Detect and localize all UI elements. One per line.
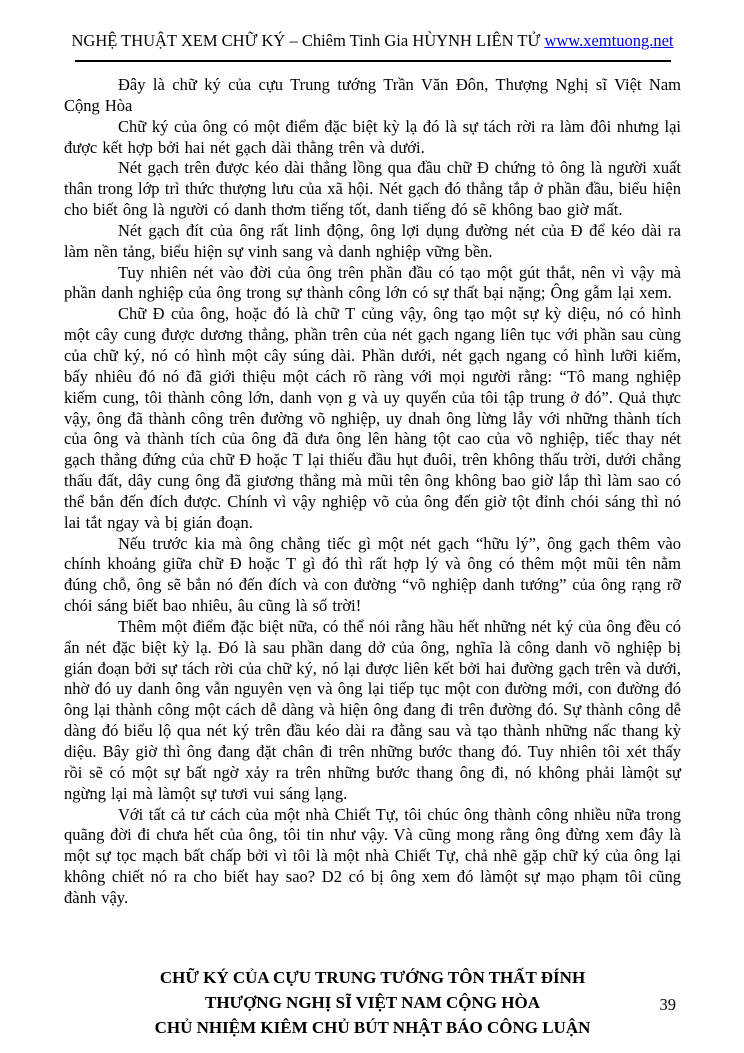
body-paragraph: Tuy nhiên nét vào đời của ông trên phần đầu có tạo một gút thắt, nên vì vậy mà phần danh nghiệp của ông trong sự thành công lớn có sự thất bại nặng; Ông gẫm lại xem. [64,262,681,303]
header-link[interactable]: www.xemtuong.net [544,31,674,50]
body-paragraph: Chữ Đ của ông, hoặc đó là chữ T củng vậy, ông tạo một sự kỳ diệu, nó có hình một cây cung được dương thẳng, phần trên của nét gạch ngang liên tục với phần sau cùng của chữ ký, nó có hình một cây súng dài. Phần dưới, nét gạch ngang có hình lưỡi kiếm, bấy nhiêu đó nó đã giới thiệu một cách rõ ràng với mọi người rằng: “Tô mang nghiệp kiếm cung, tôi thành công lớn, danh vọn g và uy quyến của tôi tập trung ở đó”. Quả thực vậy, ông đã thành công trên đường võ nghiệp, uy dnah ông lừng lẫy với những thành tích của ông và thành tích của ông đã đưa ông lên hàng tột cao của võ nghiệp, tiếc thay nét gạch thẳng đứng của chữ Đ hoặc T lại thiếu đầu hụt đuôi, trên không thấu trời, dưới chẳng thấu đất, dây cung ông đã giương thẳng mà mũi tên ông không bao giờ lắp thì làm sao có thể bắn đến đích được. Chính vì vậy nghiệp võ của ông đến giờ tột đỉnh chói sáng thì nó lai tắt ngay và bị gián đoạn. [64,304,681,532]
closing-heading-line-1: CHỮ KÝ CỦA CỰU TRUNG TƯỚNG TÔN THẤT ĐÍNH [159,967,586,987]
closing-heading [64,965,681,1040]
document-body [64,75,681,909]
body-paragraph: Nét gạch trên được kéo dài thẳng lồng qua đầu chữ Đ chứng tỏ ông là người xuất thân trong lớp trì thức thượng lưu của xã hội. Nét gạch đó thẳng tắp ở phần đầu, biểu hiện cho biết ông là người có danh thơm tiếng tốt, danh tiếng đó sẽ không bao giờ mất. [64,158,681,220]
closing-heading-line-2: THƯỢNG NGHỊ SĨ VIỆT NAM CỘNG HÒA [204,992,540,1012]
page-number: 39 [659,995,676,1014]
body-paragraph: Nếu trước kia mà ông chẳng tiếc gì một nét gạch “hữu lý”, ông gạch thêm vào chính khoảng giữa chữ Đ hoặc T gì đó thì rất hợp lý và ông có thêm một mũi tên nằm đúng chỗ, ông sẽ bắn nó đến đích và con đường “võ nghiệp danh tướng” của ông rạng rỡ chói sáng biết bao nhiêu, âu cũng là số trời! [64,533,681,616]
page-header [64,30,681,62]
body-paragraph: Với tất cả tư cách của một nhà Chiết Tự, tôi chúc ông thành công nhiều nữa trong quãng đời đi chưa hết của ông, tôi tin như vậy. Và cũng mong rằng ông đừng xem đây là một sự tọc mạch bất chấp bởi vì tôi là một nhà Chiết Tự, chả nhẽ gặp chữ ký của ông lại không chiết nó ra cho biết hay sao? D2 có bị ông xem đó làmột sự mạo phạm tôi cũng đành vậy. [64,804,681,907]
body-paragraph: Đây là chữ ký của cựu Trung tướng Trần Văn Đôn, Thượng Nghị sĩ Việt Nam Cộng Hòa [64,75,681,115]
body-paragraph: Chữ ký của ông có một điểm đặc biệt kỳ lạ đó là sự tách rời ra làm đôi nhưng lại được kết hợp bởi hai nét gạch dài thằng trên và dưới. [64,116,681,157]
body-paragraph: Nét gạch đít của ông rất linh động, ông lợi dụng đường nét của Đ để kéo dài ra làm nền tảng, biểu hiện sự vinh sang và danh nghiệp vững bền. [64,220,681,261]
header-titleline [64,30,681,51]
header-divider [75,60,671,62]
header-title: NGHỆ THUẬT XEM CHỮ KÝ – Chiêm Tinh Gia HÙYNH LIÊN TỬ [71,31,541,50]
closing-heading-line-3: CHỦ NHIỆM KIÊM CHỦ BÚT NHẬT BÁO CÔNG LUẬN [154,1017,591,1037]
body-paragraph: Thêm một điểm đặc biệt nữa, có thể nói rằng hầu hết những nét ký của ông đều có ẩn nét đặc biệt kỳ lạ. Đó là sau phần dang dở của ông, nghĩa là công danh võ nghiệp bị gián đoạn bởi sự tách rời của chữ ký, nó lại được liên kết bởi hai đường gạch trên và dưới, nhờ đó uy danh ông vẫn nguyên vẹn và ông lại tiếp tục một con đường mới, con đường đó ông lại thành công một cách dễ dàng và hiện ông đang đi trên đường đó. Sự thành công dễ dàng đó biểu lộ qua nét ký trên đầu kéo dài ra đằng sau và tạo thành những nấc thang kỳ diệu. Bây giờ thì ông đang đặt chân đi trên những bước thang đó. Tuy nhiên tôi xét thấy rồi sẽ có một sự bất ngờ xảy ra trên những bước thang ông đi, nó không phải làmột sự ngừng lại mà làmột sự tươi vui sáng lạng. [64,616,681,803]
